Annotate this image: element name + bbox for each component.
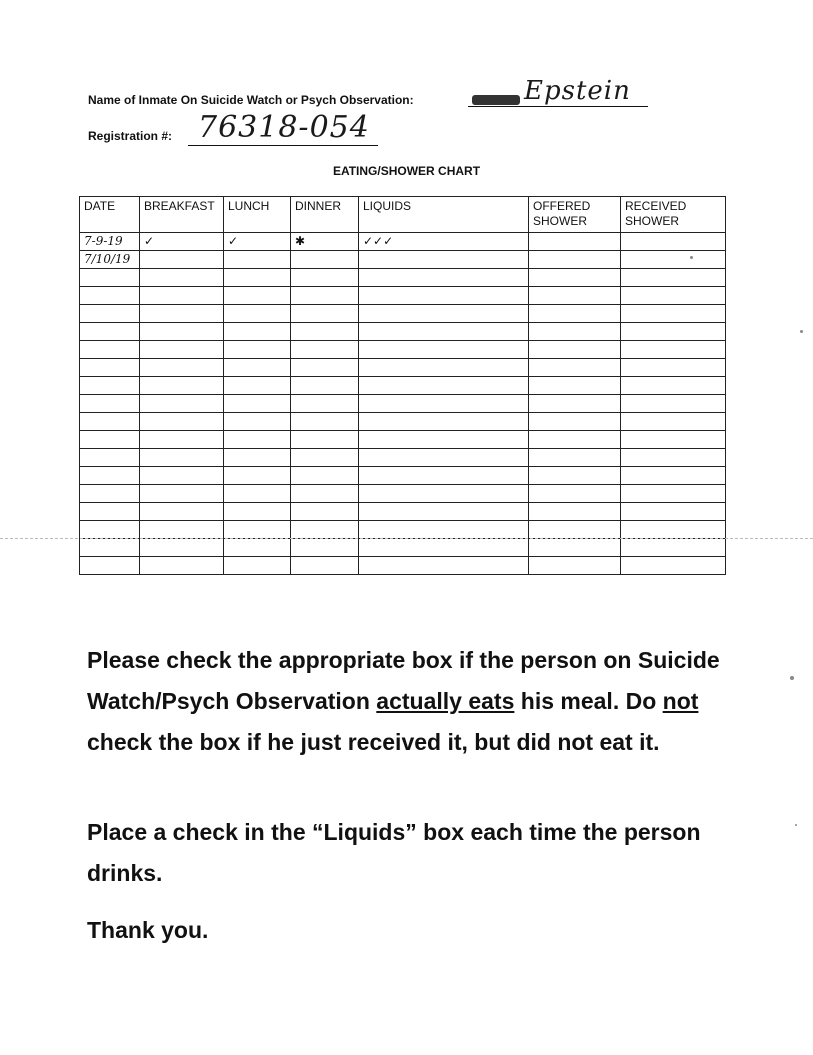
date-cell — [80, 557, 140, 575]
breakfast-cell — [140, 449, 224, 467]
offered-shower-cell — [529, 233, 621, 251]
table-row — [80, 287, 726, 305]
lunch-cell — [224, 557, 291, 575]
scan-speck — [790, 676, 794, 680]
received-shower-cell — [621, 431, 726, 449]
struck-out-text — [472, 95, 520, 105]
liquids-cell — [359, 449, 529, 467]
lunch-cell — [224, 431, 291, 449]
eating-shower-table — [79, 196, 726, 575]
dinner-cell — [291, 503, 359, 521]
lunch-cell — [224, 539, 291, 557]
breakfast-cell — [140, 485, 224, 503]
date-cell — [80, 521, 140, 539]
lunch-cell — [224, 341, 291, 359]
dinner-cell — [291, 521, 359, 539]
inmate-name-value: Epstein — [524, 76, 631, 106]
offered-shower-cell — [529, 413, 621, 431]
breakfast-cell — [140, 305, 224, 323]
received-shower-cell — [621, 233, 726, 251]
dinner-cell — [291, 323, 359, 341]
table-row — [80, 377, 726, 395]
inmate-name-line — [468, 106, 648, 107]
registration-value: 76318-054 — [198, 110, 370, 145]
scan-speck — [690, 256, 693, 259]
offered-shower-cell — [529, 467, 621, 485]
table-row — [80, 323, 726, 341]
liquids-cell — [359, 485, 529, 503]
table-row — [80, 251, 726, 269]
liquids-cell — [359, 377, 529, 395]
liquids-cell — [359, 467, 529, 485]
lunch-cell — [224, 521, 291, 539]
scan-speck — [800, 330, 803, 333]
date-cell — [80, 431, 140, 449]
breakfast-cell — [140, 557, 224, 575]
chart-title: EATING/SHOWER CHART — [332, 164, 481, 178]
offered-shower-cell — [529, 395, 621, 413]
breakfast-cell — [140, 251, 224, 269]
dinner-cell — [291, 485, 359, 503]
received-shower-cell — [621, 503, 726, 521]
liquids-cell — [359, 287, 529, 305]
received-shower-cell — [621, 539, 726, 557]
received-shower-cell — [621, 413, 726, 431]
instructions-paragraph-2: Place a check in the “Liquids” box each time the person drinks. — [87, 819, 701, 886]
offered-shower-cell — [529, 359, 621, 377]
received-shower-cell — [621, 287, 726, 305]
received-shower-cell — [621, 341, 726, 359]
table-row — [80, 521, 726, 539]
table-row — [80, 269, 726, 287]
breakfast-cell — [140, 503, 224, 521]
liquids-cell — [359, 305, 529, 323]
offered-shower-cell — [529, 341, 621, 359]
offered-shower-cell — [529, 485, 621, 503]
breakfast-cell — [140, 431, 224, 449]
col-header-breakfast: BREAKFAST — [140, 197, 224, 233]
offered-shower-cell — [529, 269, 621, 287]
registration-line — [188, 145, 378, 146]
liquids-cell — [359, 341, 529, 359]
offered-shower-cell — [529, 251, 621, 269]
lunch-cell — [224, 287, 291, 305]
date-cell — [80, 467, 140, 485]
breakfast-cell — [140, 341, 224, 359]
date-cell — [80, 539, 140, 557]
date-cell — [80, 413, 140, 431]
col-header-dinner: DINNER — [291, 197, 359, 233]
thank-you-text: Thank you. — [87, 917, 209, 943]
table-row — [80, 539, 726, 557]
instruction-text: Please check the appropriate box if the person on Suicide Watch/Psych Observation — [87, 647, 720, 714]
offered-shower-cell — [529, 431, 621, 449]
breakfast-cell — [140, 359, 224, 377]
dinner-cell — [291, 377, 359, 395]
date-cell — [80, 395, 140, 413]
col-header-offered-shower: OFFERED SHOWER — [529, 197, 621, 233]
breakfast-cell — [140, 377, 224, 395]
received-shower-cell — [621, 485, 726, 503]
breakfast-cell — [140, 467, 224, 485]
received-shower-cell — [621, 251, 726, 269]
offered-shower-cell — [529, 377, 621, 395]
liquids-cell — [359, 431, 529, 449]
lunch-cell — [224, 359, 291, 377]
date-cell — [80, 287, 140, 305]
date-cell: 7-9-19 — [80, 233, 140, 251]
date-cell — [80, 269, 140, 287]
liquids-cell — [359, 521, 529, 539]
received-shower-cell — [621, 305, 726, 323]
date-cell — [80, 359, 140, 377]
liquids-cell: ✓✓✓ — [359, 233, 529, 251]
received-shower-cell — [621, 521, 726, 539]
date-cell — [80, 341, 140, 359]
offered-shower-cell — [529, 539, 621, 557]
dinner-cell — [291, 431, 359, 449]
offered-shower-cell — [529, 503, 621, 521]
dinner-cell — [291, 449, 359, 467]
dinner-cell: ✱ — [291, 233, 359, 251]
breakfast-cell — [140, 395, 224, 413]
dinner-cell — [291, 269, 359, 287]
lunch-cell — [224, 269, 291, 287]
table-row — [80, 341, 726, 359]
table-row — [80, 413, 726, 431]
lunch-cell — [224, 467, 291, 485]
registration-label: Registration #: — [88, 129, 173, 143]
liquids-cell — [359, 503, 529, 521]
instructions-paragraph-1 — [87, 640, 747, 763]
table-row — [80, 449, 726, 467]
date-cell — [80, 449, 140, 467]
table-row — [80, 503, 726, 521]
dinner-cell — [291, 557, 359, 575]
date-cell: 7/10/19 — [80, 251, 140, 269]
breakfast-cell — [140, 323, 224, 341]
offered-shower-cell — [529, 323, 621, 341]
instruction-emphasis: actually eats — [376, 688, 515, 714]
breakfast-cell: ✓ — [140, 233, 224, 251]
liquids-cell — [359, 251, 529, 269]
col-header-liquids: LIQUIDS — [359, 197, 529, 233]
dinner-cell — [291, 305, 359, 323]
table-row — [80, 305, 726, 323]
lunch-cell — [224, 503, 291, 521]
breakfast-cell — [140, 287, 224, 305]
offered-shower-cell — [529, 449, 621, 467]
liquids-cell — [359, 413, 529, 431]
date-cell — [80, 305, 140, 323]
date-cell — [80, 485, 140, 503]
col-header-lunch: LUNCH — [224, 197, 291, 233]
liquids-cell — [359, 323, 529, 341]
lunch-cell — [224, 395, 291, 413]
lunch-cell — [224, 377, 291, 395]
inmate-name-label: Name of Inmate On Suicide Watch or Psych Observation: — [88, 93, 414, 107]
received-shower-cell — [621, 323, 726, 341]
lunch-cell: ✓ — [224, 233, 291, 251]
breakfast-cell — [140, 269, 224, 287]
received-shower-cell — [621, 269, 726, 287]
offered-shower-cell — [529, 521, 621, 539]
scan-streak — [0, 538, 813, 540]
breakfast-cell — [140, 521, 224, 539]
table-row — [80, 233, 726, 251]
lunch-cell — [224, 449, 291, 467]
lunch-cell — [224, 413, 291, 431]
offered-shower-cell — [529, 557, 621, 575]
dinner-cell — [291, 341, 359, 359]
instruction-emphasis: not — [662, 688, 699, 714]
received-shower-cell — [621, 395, 726, 413]
date-cell — [80, 323, 140, 341]
lunch-cell — [224, 485, 291, 503]
dinner-cell — [291, 287, 359, 305]
dinner-cell — [291, 539, 359, 557]
date-cell — [80, 377, 140, 395]
table-row — [80, 359, 726, 377]
instruction-text: check the box if he just received it, but did not eat it. — [87, 729, 660, 755]
liquids-cell — [359, 269, 529, 287]
table-row — [80, 467, 726, 485]
received-shower-cell — [621, 557, 726, 575]
dinner-cell — [291, 359, 359, 377]
table-header-row — [80, 197, 726, 233]
scan-speck — [795, 824, 797, 826]
lunch-cell — [224, 305, 291, 323]
breakfast-cell — [140, 539, 224, 557]
dinner-cell — [291, 467, 359, 485]
lunch-cell — [224, 323, 291, 341]
table-row — [80, 485, 726, 503]
col-header-date: DATE — [80, 197, 140, 233]
received-shower-cell — [621, 467, 726, 485]
received-shower-cell — [621, 449, 726, 467]
table-row — [80, 395, 726, 413]
offered-shower-cell — [529, 305, 621, 323]
table-row — [80, 431, 726, 449]
liquids-cell — [359, 359, 529, 377]
col-header-received-shower: RECEIVED SHOWER — [621, 197, 726, 233]
received-shower-cell — [621, 359, 726, 377]
dinner-cell — [291, 413, 359, 431]
date-cell — [80, 503, 140, 521]
dinner-cell — [291, 251, 359, 269]
liquids-cell — [359, 557, 529, 575]
lunch-cell — [224, 251, 291, 269]
liquids-cell — [359, 539, 529, 557]
table-row — [80, 557, 726, 575]
breakfast-cell — [140, 413, 224, 431]
liquids-cell — [359, 395, 529, 413]
instruction-text: his meal. Do — [514, 688, 663, 714]
received-shower-cell — [621, 377, 726, 395]
dinner-cell — [291, 395, 359, 413]
offered-shower-cell — [529, 287, 621, 305]
